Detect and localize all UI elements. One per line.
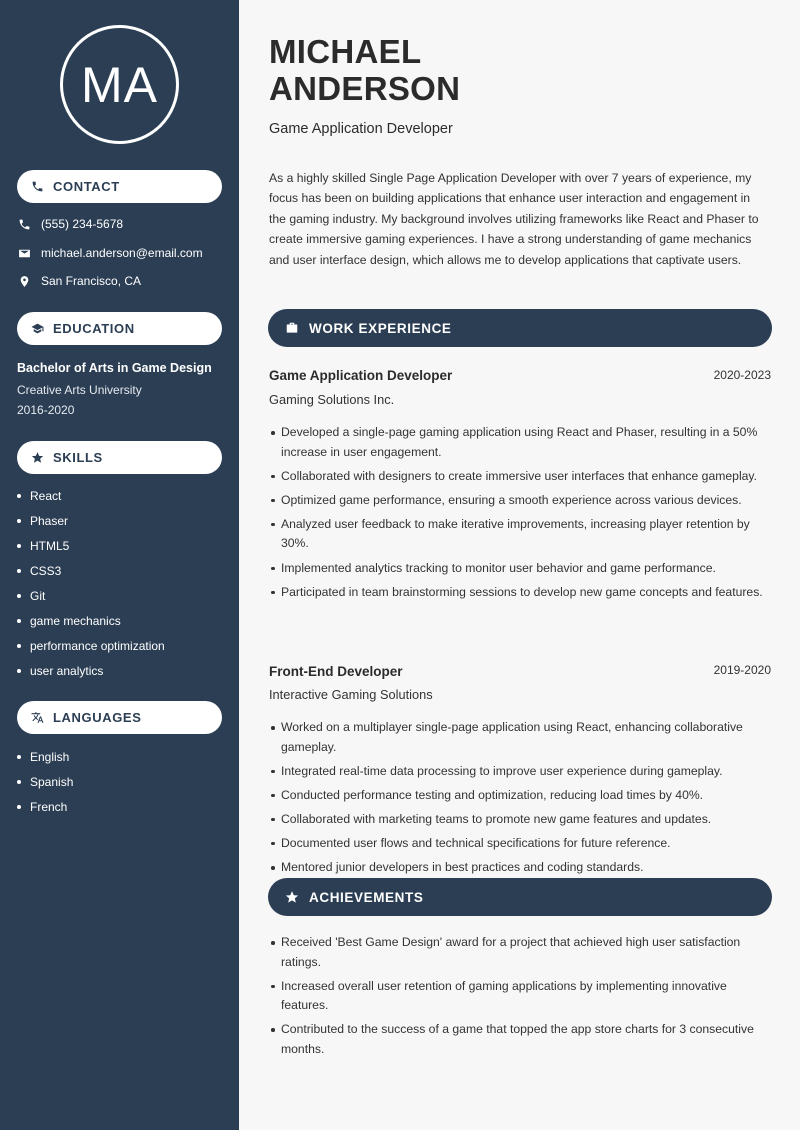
job-title: Front-End Developer — [269, 664, 403, 679]
list-item: Developed a single-page gaming application using React and Phaser, resulting in a 50% increase in user engagement. — [269, 423, 769, 462]
list-item: Worked on a multiplayer single-page application using React, enhancing collaborative gameplay. — [269, 718, 769, 757]
list-item: performance optimization — [17, 633, 165, 658]
avatar-initials: MA — [81, 56, 158, 113]
skills-list — [17, 483, 165, 683]
list-item: Collaborated with designers to create immersive user interfaces that enhance gameplay. — [269, 467, 769, 487]
star-icon — [285, 890, 299, 904]
education-years: 2016-2020 — [17, 403, 75, 417]
list-item: Contributed to the success of a game that topped the app store charts for 3 consecutive months. — [269, 1020, 769, 1059]
contact-phone[interactable]: (555) 234-5678 — [17, 217, 123, 231]
list-item: Optimized game performance, ensuring a smooth experience across various devices. — [269, 491, 769, 511]
job-company: Interactive Gaming Solutions — [269, 687, 433, 702]
list-item: Conducted performance testing and optimization, reducing load times by 40%. — [269, 786, 769, 806]
list-item: Increased overall user retention of gaming applications by implementing innovative features. — [269, 977, 769, 1016]
skills-heading: SKILLS — [17, 441, 222, 474]
star-icon — [31, 451, 44, 464]
phone-icon — [17, 217, 31, 231]
candidate-name: MICHAEL ANDERSON — [269, 33, 461, 107]
job-title: Game Application Developer — [269, 368, 453, 383]
phone-icon — [31, 180, 44, 193]
job-bullets — [269, 423, 769, 607]
list-item: HTML5 — [17, 533, 165, 558]
list-item: English — [17, 744, 73, 769]
contact-location: San Francisco, CA — [17, 274, 141, 288]
languages-heading: LANGUAGES — [17, 701, 222, 734]
work-experience-heading: WORK EXPERIENCE — [268, 309, 772, 347]
list-item: Mentored junior developers in best practices and coding standards. — [269, 858, 769, 878]
list-item: Implemented analytics tracking to monitor user behavior and game performance. — [269, 559, 769, 579]
sidebar — [0, 0, 239, 1130]
list-item: Analyzed user feedback to make iterative improvements, increasing player retention by 30%. — [269, 515, 769, 554]
job-company: Gaming Solutions Inc. — [269, 392, 395, 407]
achievements-list — [269, 933, 769, 1064]
briefcase-icon — [285, 321, 299, 335]
list-item: React — [17, 483, 165, 508]
list-item: CSS3 — [17, 558, 165, 583]
list-item: Participated in team brainstorming sessions to develop new game concepts and features. — [269, 583, 769, 603]
avatar — [60, 25, 179, 144]
contact-heading: CONTACT — [17, 170, 222, 203]
contact-email[interactable]: michael.anderson@email.com — [17, 246, 203, 260]
email-icon — [17, 246, 31, 260]
achievements-heading: ACHIEVEMENTS — [268, 878, 772, 916]
list-item: game mechanics — [17, 608, 165, 633]
job-dates: 2020-2023 — [713, 368, 771, 382]
languages-list — [17, 744, 73, 819]
job-bullets — [269, 718, 769, 882]
list-item: Documented user flows and technical specifications for future reference. — [269, 834, 769, 854]
list-item: Phaser — [17, 508, 165, 533]
profile-summary: As a highly skilled Single Page Application Developer with over 7 years of experience, my focus has been on building applications that enhance user interaction and engagement in the gaming industry. My background involves utilizing frameworks like React and Phaser to create immersive gaming experiences. I have a strong understanding of game mechanics and user interface design, which allows me to develop applications that captivate users. — [269, 171, 759, 267]
list-item: Git — [17, 583, 165, 608]
location-icon — [17, 274, 31, 288]
translate-icon — [31, 711, 44, 724]
job-dates: 2019-2020 — [713, 663, 771, 677]
education-heading: EDUCATION — [17, 312, 222, 345]
list-item: French — [17, 794, 73, 819]
education-school: Creative Arts University — [17, 383, 142, 397]
list-item: user analytics — [17, 658, 165, 683]
list-item: Received 'Best Game Design' award for a project that achieved high user satisfaction ratings. — [269, 933, 769, 972]
education-degree: Bachelor of Arts in Game Design — [17, 361, 212, 375]
list-item: Spanish — [17, 769, 73, 794]
list-item: Integrated real-time data processing to improve user experience during gameplay. — [269, 762, 769, 782]
list-item: Collaborated with marketing teams to promote new game features and updates. — [269, 810, 769, 830]
candidate-role: Game Application Developer — [269, 121, 453, 137]
graduation-cap-icon — [31, 322, 44, 335]
